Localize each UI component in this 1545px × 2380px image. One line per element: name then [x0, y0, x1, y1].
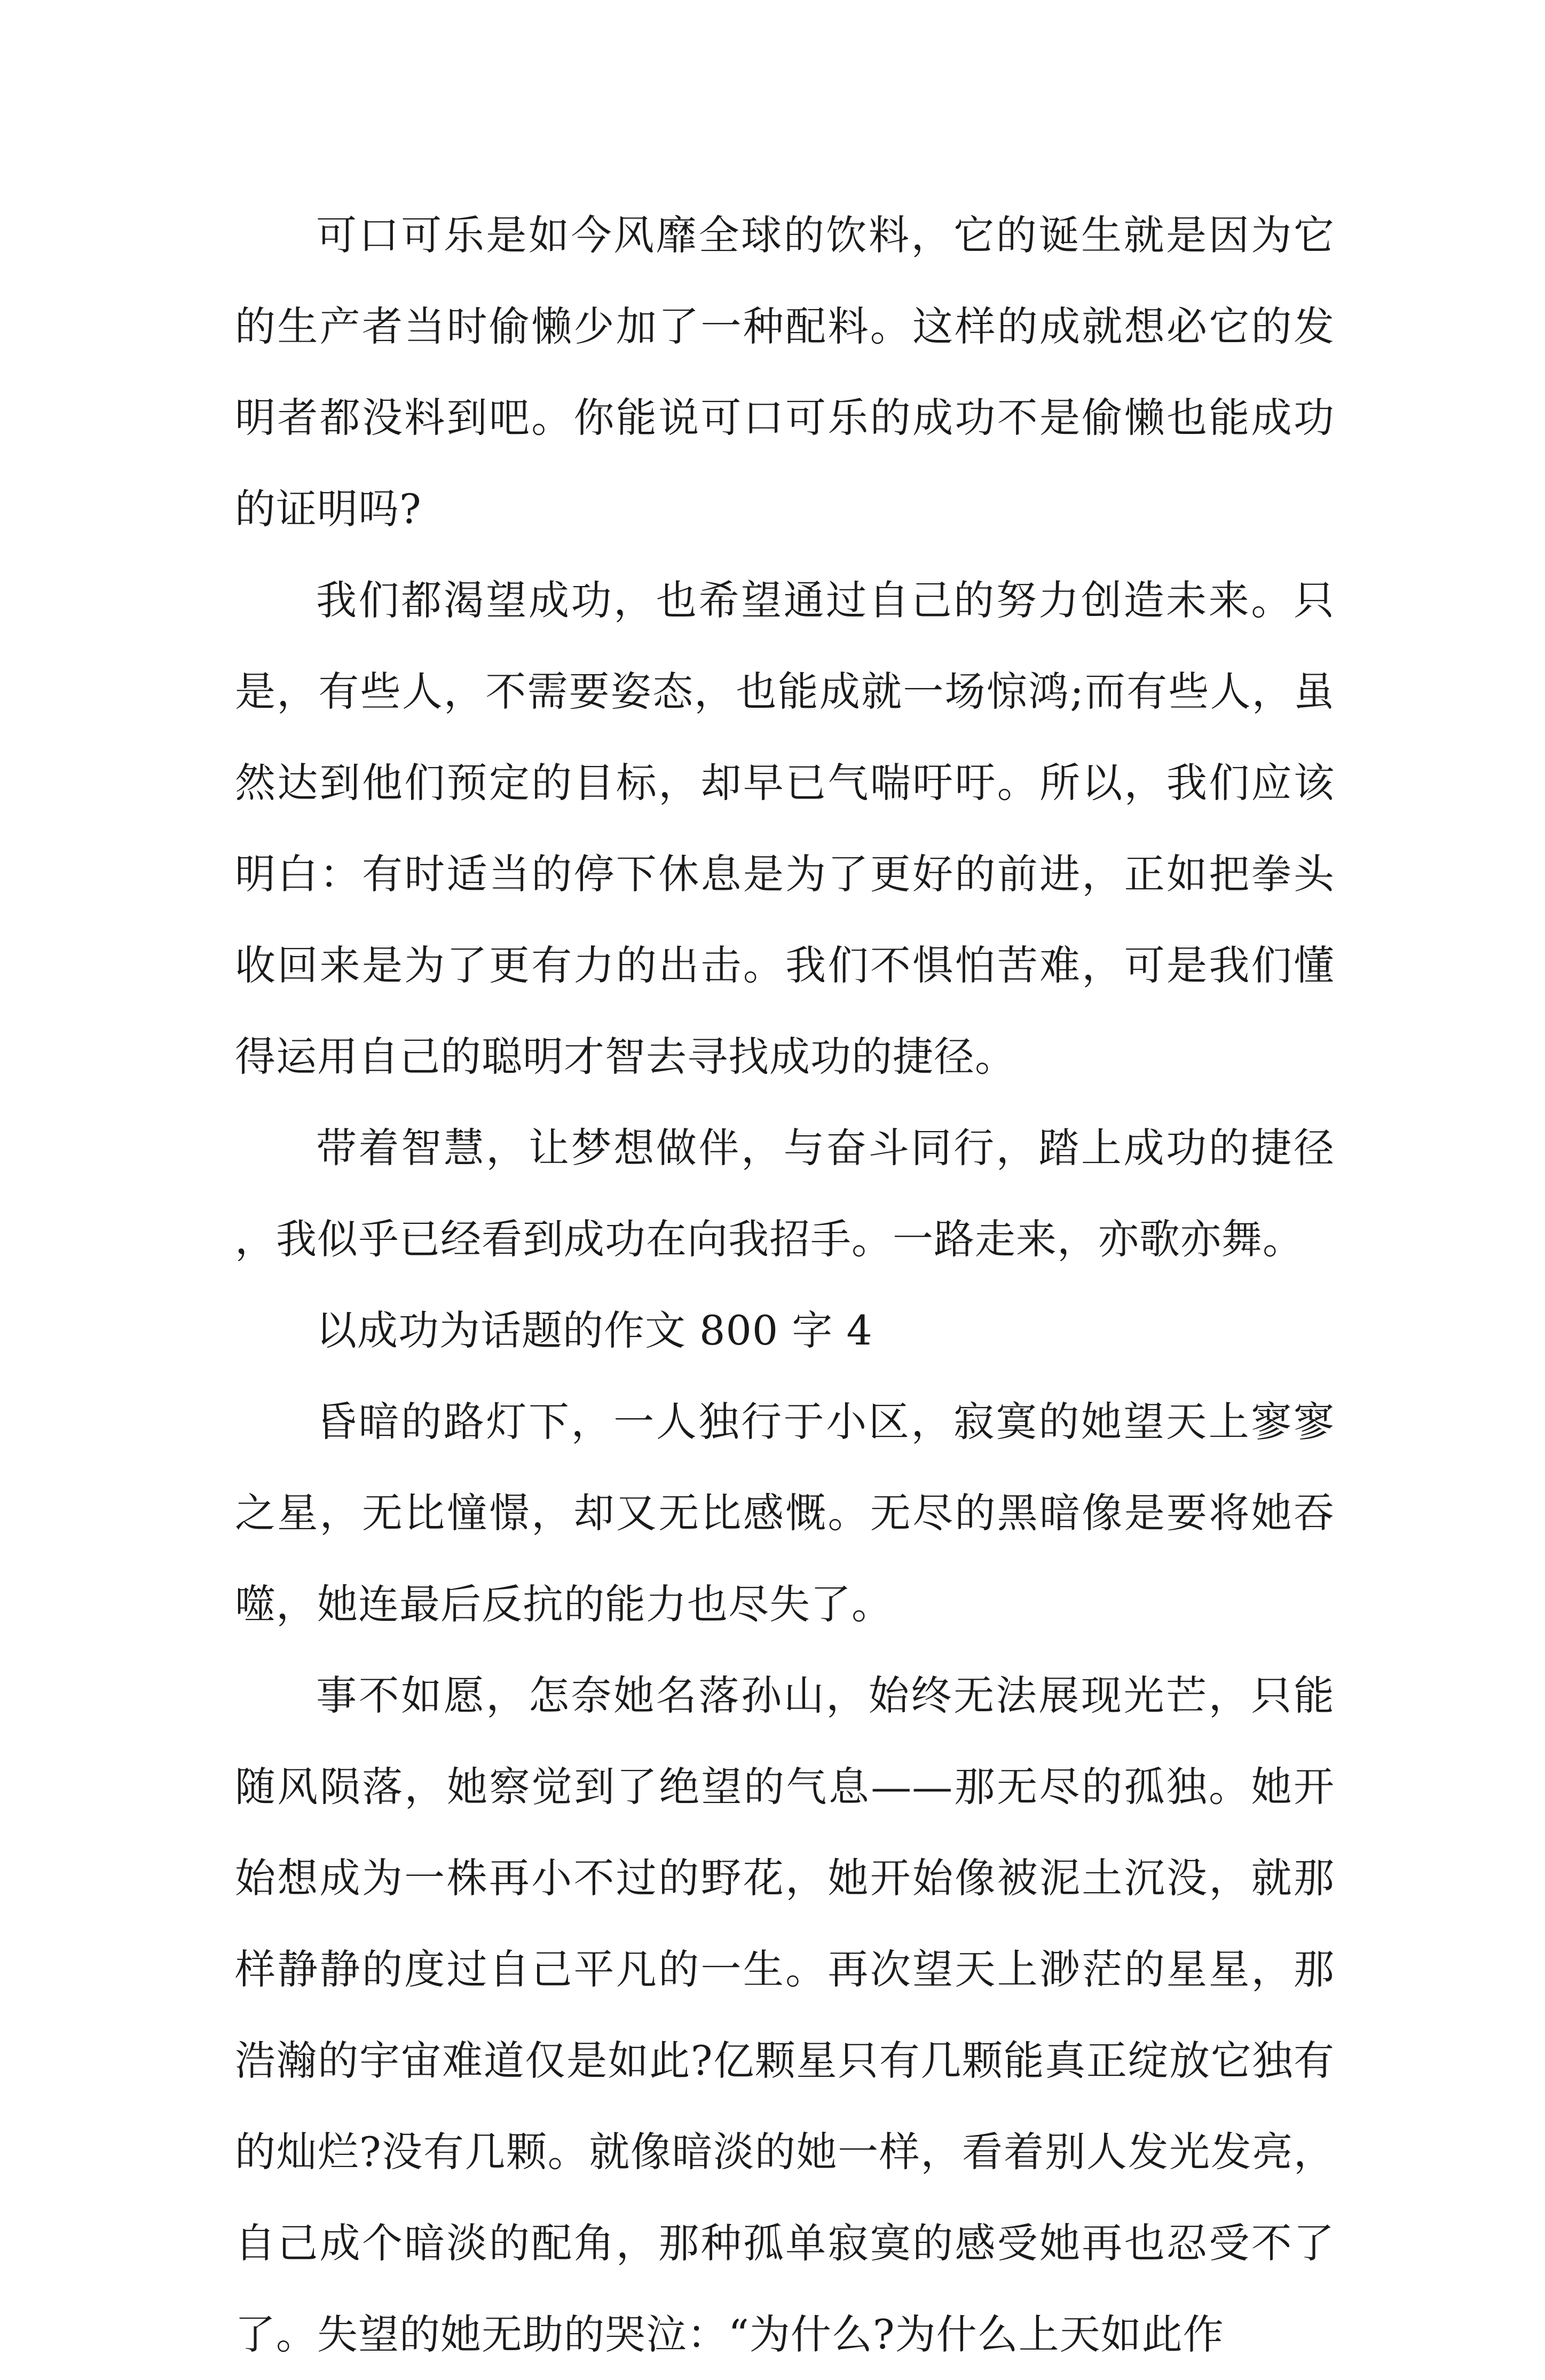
paragraph-coca-cola: 可口可乐是如今风靡全球的饮料，它的诞生就是因为它的生产者当时偷懒少加了一种配料。这样的成就想必它的发明者都没料到吧。你能说可口可乐的成功不是偷懒也能成功的证明吗?	[235, 211, 1335, 533]
paragraph-desire-success: 我们都渴望成功，也希望通过自己的努力创造未来。只是，有些人，不需要姿态，也能成就一场惊鸿;而有些人，虽然达到他们预定的目标，却早已气喘吁吁。所以，我们应该明白：有时适当的停下休息是为了更好的前进，正如把拳头收回来是为了更有力的出击。我们不惧怕苦难，可是我们懂得运用自己的聪明才智去寻找成功的捷径。	[235, 576, 1335, 1080]
paragraph-wisdom-dream: 带着智慧，让梦想做伴，与奋斗同行，踏上成功的捷径，我似乎已经看到成功在向我招手。一路走来，亦歌亦舞。	[235, 1124, 1335, 1263]
paragraph-things-not-as-wished: 事不如愿，怎奈她名落孙山，始终无法展现光芒，只能随风陨落，她察觉到了绝望的气息——那无尽的孤独。她开始想成为一株再小不过的野花，她开始像被泥土沉没，就那样静静的度过自己平凡的一生。再次望天上渺茫的星星，那浩瀚的宇宙难道仅是如此?亿颗星只有几颗能真正绽放它独有的灿烂?没有几颗。就像暗淡的她一样，看着别人发光发亮，自己成个暗淡的配角，那种孤单寂寞的感受她再也忍受不了了。失望的她无助的哭泣：“为什么?为什么上天如此作	[235, 1672, 1335, 2358]
paragraph-dim-streetlight: 昏暗的路灯下，一人独行于小区，寂寞的她望天上寥寥之星，无比憧憬，却又无比感慨。无尽的黑暗像是要将她吞噬，她连最后反抗的能力也尽失了。	[235, 1398, 1335, 1628]
document-body	[235, 189, 1335, 2380]
essay-heading: 以成功为话题的作文 800 字 4	[316, 1307, 873, 1354]
